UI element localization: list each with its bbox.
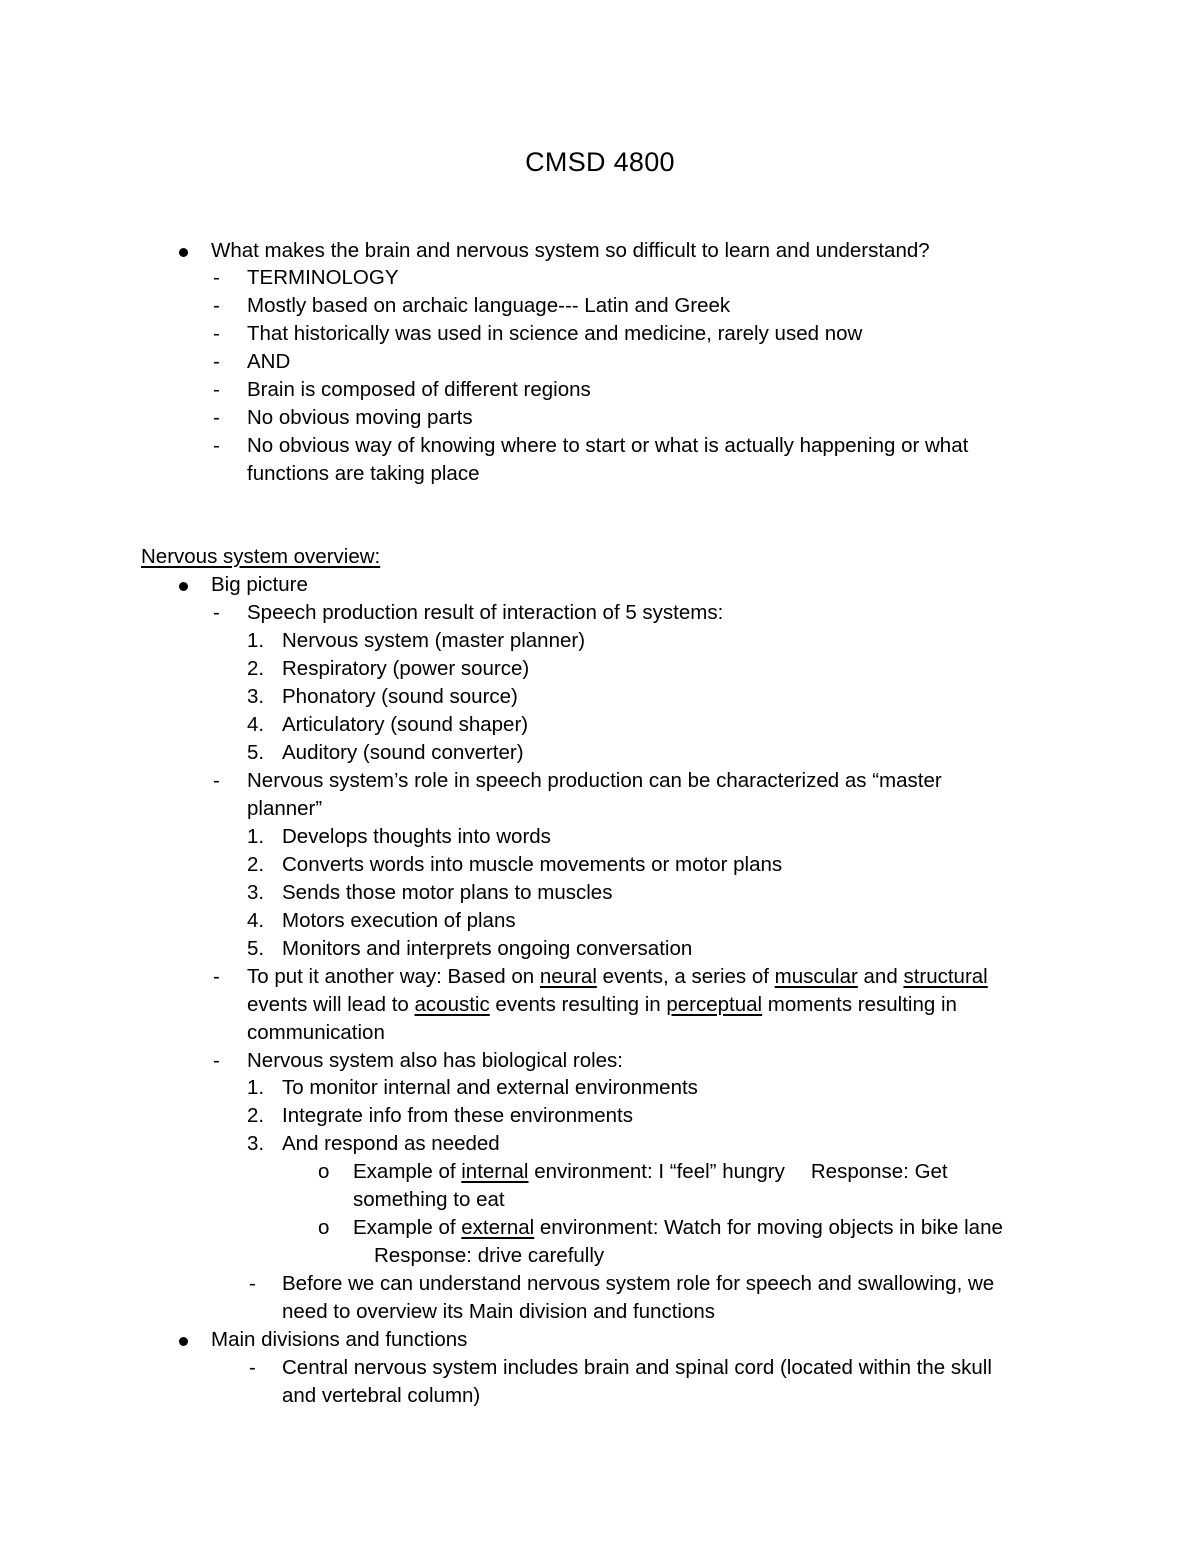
number-marker: 4. [247,909,265,932]
question-line: What makes the brain and nervous system so difficult to learn and understand? [211,239,930,262]
number-marker: 3. [247,1132,265,1155]
bullet-big-picture: Big picture [211,573,308,596]
numbered-item: Auditory (sound converter) [282,741,524,764]
numbered-item: Motors execution of plans [282,909,516,932]
list-item: AND [247,350,291,373]
another-way-line-3: communication [247,1021,385,1044]
bullet-icon [179,582,188,591]
bullet-main-divisions: Main divisions and functions [211,1328,468,1351]
dash-icon: - [249,1356,256,1379]
dash-icon: - [213,294,220,317]
number-marker: 2. [247,1104,265,1127]
list-item-continued: functions are taking place [247,462,480,485]
list-item-continued: and vertebral column) [282,1384,481,1407]
section-heading: Nervous system overview: [141,545,381,568]
list-item-continued: planner” [247,797,323,820]
example-internal-line-2: something to eat [353,1188,505,1211]
dash-icon: - [213,769,220,792]
list-item: Nervous system’s role in speech production can be characterized as “master [247,769,942,792]
dash-icon: - [213,266,220,289]
number-marker: 3. [247,685,265,708]
example-external-line-2: Response: drive carefully [374,1244,605,1267]
list-item: TERMINOLOGY [247,266,399,289]
example-external-line-1: Example of external environment: Watch for moving objects in bike lane [353,1216,1003,1239]
bullet-icon [179,1337,188,1346]
numbered-item: Phonatory (sound source) [282,685,518,708]
list-item: Speech production result of interaction of 5 systems: [247,601,724,624]
dash-icon: - [213,965,220,988]
dash-icon: - [213,601,220,624]
another-way-line-2: events will lead to acoustic events resulting in perceptual moments resulting in [247,993,957,1016]
list-item: Brain is composed of different regions [247,378,591,401]
number-marker: 1. [247,629,265,652]
dash-icon: - [249,1272,256,1295]
dash-icon: - [213,378,220,401]
dash-icon: - [213,350,220,373]
numbered-item: Articulatory (sound shaper) [282,713,529,736]
page-title: CMSD 4800 [525,147,675,177]
numbered-item: Monitors and interprets ongoing conversation [282,937,693,960]
numbered-item: Develops thoughts into words [282,825,551,848]
numbered-item: Sends those motor plans to muscles [282,881,613,904]
list-item: Nervous system also has biological roles: [247,1049,623,1072]
numbered-item: Converts words into muscle movements or motor plans [282,853,783,876]
dash-icon: - [213,1049,220,1072]
dash-icon: - [213,434,220,457]
number-marker: 2. [247,657,265,680]
numbered-item: To monitor internal and external environments [282,1076,698,1099]
list-item: Mostly based on archaic language--- Latin and Greek [247,294,731,317]
bullet-icon [179,248,188,257]
number-marker: 1. [247,825,265,848]
circle-bullet-icon: o [318,1160,330,1183]
list-item: That historically was used in science and medicine, rarely used now [247,322,863,345]
numbered-item: Integrate info from these environments [282,1104,633,1127]
number-marker: 5. [247,937,265,960]
another-way-line-1: To put it another way: Based on neural events, a series of muscular and structural [247,965,988,988]
example-internal-line-1: Example of internal environment: I “feel” hungry Response: Get [353,1160,948,1183]
list-item: Before we can understand nervous system role for speech and swallowing, we [282,1272,995,1295]
numbered-item: Nervous system (master planner) [282,629,586,652]
list-item: No obvious moving parts [247,406,473,429]
list-item-continued: need to overview its Main division and functions [282,1300,716,1323]
circle-bullet-icon: o [318,1216,330,1239]
number-marker: 4. [247,713,265,736]
number-marker: 1. [247,1076,265,1099]
dash-icon: - [213,322,220,345]
number-marker: 2. [247,853,265,876]
numbered-item: And respond as needed [282,1132,500,1155]
list-item: No obvious way of knowing where to start or what is actually happening or what [247,434,969,457]
dash-icon: - [213,406,220,429]
numbered-item: Respiratory (power source) [282,657,530,680]
number-marker: 3. [247,881,265,904]
list-item: Central nervous system includes brain and spinal cord (located within the skull [282,1356,992,1379]
number-marker: 5. [247,741,265,764]
